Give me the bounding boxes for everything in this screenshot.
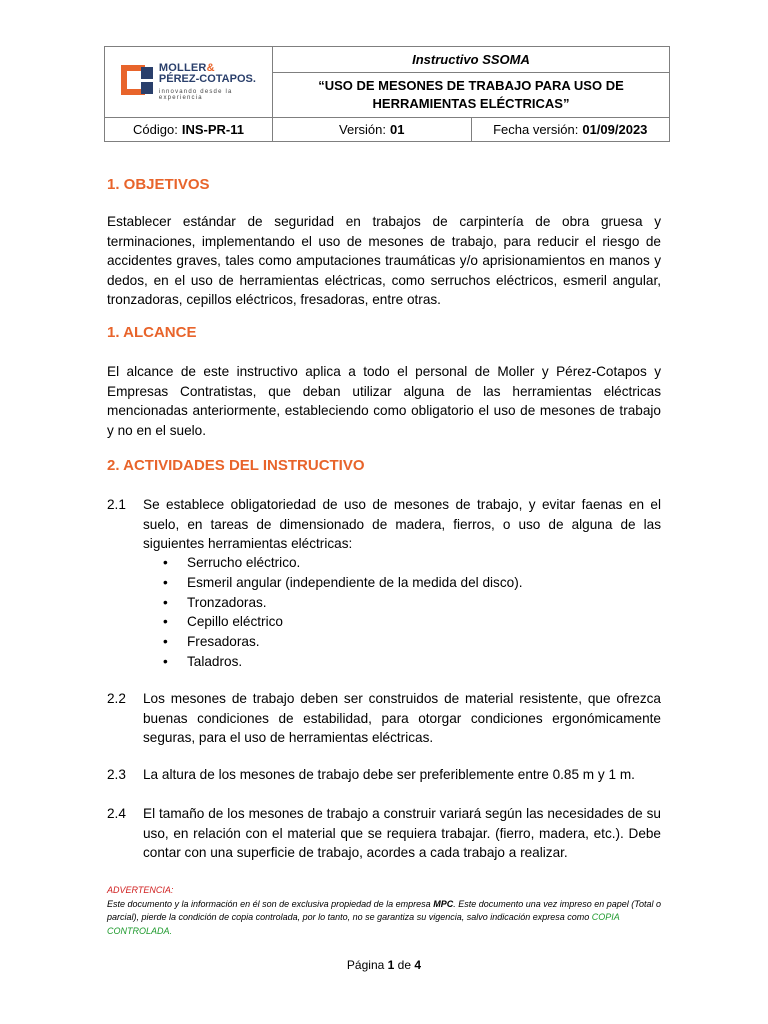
page-total: 4	[414, 958, 422, 972]
warning-title: ADVERTENCIA:	[107, 885, 174, 895]
list-item: • Esmeril angular (independiente de la medida del disco).	[143, 573, 661, 593]
logo-line1: MOLLER	[158, 61, 207, 74]
section-title-objetivos: 1. OBJETIVOS	[107, 176, 210, 193]
activity-number: 2.2	[107, 691, 126, 706]
doc-title-line2: HERRAMIENTAS ELÉCTRICAS”	[372, 96, 570, 111]
page-of-label: de	[397, 958, 412, 972]
code-label: Código:	[133, 122, 178, 137]
doc-type: Instructivo SSOMA	[273, 47, 670, 73]
page-number: 1	[387, 958, 395, 972]
warning-company: MPC	[433, 898, 454, 909]
version-label: Versión:	[339, 122, 386, 137]
code-cell	[105, 118, 273, 142]
objetivos-paragraph: Establecer estándar de seguridad en trabajos de carpintería de obra gruesa y terminaciones, implementando el uso de mesones de trabajo, para reducir el riesgo de accidentes graves, tales como amputaciones traumáticas y/o aprisionamientos en manos y dedos, en el uso de herramientas eléctricas, como serruchos eléctricos, esmeril angular, tronzadoras, cepillos eléctricos, fresadoras, entre otras.	[107, 214, 661, 307]
logo-cell	[105, 47, 273, 118]
page-footer	[0, 958, 768, 972]
list-item: • Fresadoras.	[143, 632, 661, 652]
activity-number: 2.3	[107, 767, 126, 782]
activity-item-2-3	[107, 765, 661, 785]
warning-controlled-copy: COPIA CONTROLADA.	[107, 912, 620, 936]
date-value: 01/09/2023	[582, 122, 648, 137]
list-item: • Taladros.	[143, 652, 661, 672]
logo-line2: PÉREZ-COTAPOS.	[158, 73, 256, 86]
code-value: INS-PR-11	[181, 122, 244, 137]
doc-title-line1: “USO DE MESONES DE TRABAJO PARA USO DE	[318, 78, 624, 93]
company-logo	[105, 63, 272, 102]
version-value: 01	[390, 122, 405, 137]
logo-tagline: innovando desde la experiencia	[158, 88, 233, 102]
logo-amp: &	[206, 61, 215, 74]
activity-text: El tamaño de los mesones de trabajo a construir variará según las necesidades de su uso, en relación con el material que se requiera trabajar. (fierro, madera, etc.). Debe contar con una superficie de trabajo, acordes a cada trabajo a realizar.	[143, 806, 661, 860]
page-label: Página	[346, 958, 385, 972]
activity-text: La altura de los mesones de trabajo debe ser preferiblemente entre 0.85 m y 1 m.	[143, 767, 635, 782]
list-item: • Serrucho eléctrico.	[143, 553, 661, 573]
activity-item-2-1	[107, 495, 661, 554]
alcance-paragraph: El alcance de este instructivo aplica a todo el personal de Moller y Pérez-Cotapos y Empresas Contratistas, que deban utilizar alguna de las herramientas eléctricas mencionadas anteriormente, estableciendo como obligatorio el uso de mesones de trabajo y no en el suelo.	[107, 364, 661, 438]
activity-text: Los mesones de trabajo deben ser construidos de material resistente, que ofrezca buenas condiciones de estabilidad, para otorgar condiciones ergonómicamente seguras, para el uso de herramientas eléctricas.	[143, 691, 661, 745]
section-title-alcance: 1. ALCANCE	[107, 324, 197, 341]
tool-list-block	[107, 553, 661, 672]
warning-text-before: Este documento y la información en él son de exclusiva propiedad de la empresa	[107, 898, 434, 909]
version-cell	[273, 118, 472, 142]
warning-text-after: . Este documento una vez impreso en papel (Total o parcial), pierde la condición de copia controlada, por lo tanto, no se garantiza su vigencia, salvo indicación expresa como	[107, 898, 661, 922]
tool-list	[143, 553, 661, 672]
list-item: • Tronzadoras.	[143, 593, 661, 613]
date-cell	[471, 118, 670, 142]
doc-title	[273, 73, 670, 118]
logo-mark-icon	[121, 65, 153, 99]
activity-number: 2.4	[107, 806, 126, 821]
list-item: • Cepillo eléctrico	[143, 612, 661, 632]
activity-number: 2.1	[107, 497, 126, 512]
warning-notice	[107, 884, 667, 938]
activity-item-2-2	[107, 689, 661, 748]
warning-body	[107, 898, 667, 939]
section-title-actividades: 2. ACTIVIDADES DEL INSTRUCTIVO	[107, 457, 365, 474]
document-header	[104, 46, 670, 142]
date-label: Fecha versión:	[493, 122, 579, 137]
activity-item-2-4	[107, 804, 661, 863]
activity-text: Se establece obligatoriedad de uso de mesones de trabajo, y evitar faenas en el suelo, en tareas de dimensionado de madera, fierros, o uso de alguna de las siguientes herramientas eléctricas:	[143, 497, 661, 551]
